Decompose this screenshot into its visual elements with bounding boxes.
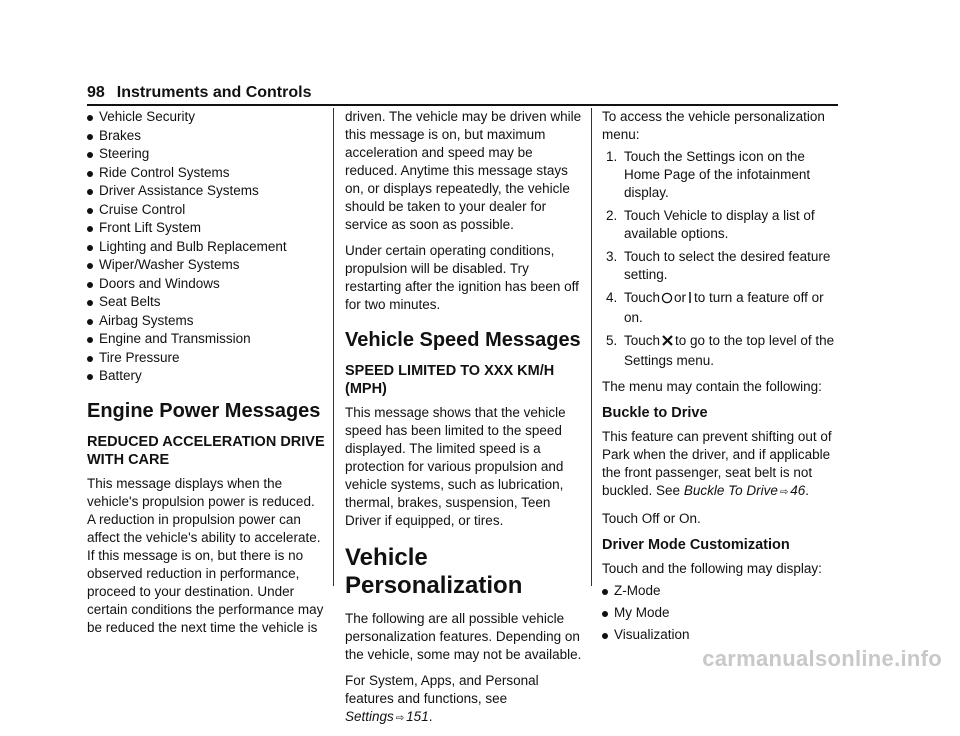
- list-item: Front Lift System: [87, 219, 325, 237]
- step-item: 3. Touch to select the desired feature setting.: [606, 249, 831, 282]
- buckle-page-ref[interactable]: 46: [790, 483, 806, 498]
- list-item: Brakes: [87, 127, 325, 145]
- column-divider: [591, 108, 592, 586]
- vehicle-personalization-title: Vehicle Personalization: [345, 544, 523, 599]
- step-item: 2. Touch Vehicle to display a list of available options.: [606, 208, 815, 241]
- list-item: Tire Pressure: [87, 349, 325, 367]
- driver-mode-list: [602, 582, 842, 644]
- paragraph: Under certain operating conditions, propulsion will be disabled. Try restarting after the ignition has been off for two minutes.: [345, 243, 579, 312]
- steps-list: [602, 148, 842, 370]
- list-item: Steering: [87, 145, 325, 163]
- list-item: Battery: [87, 367, 325, 385]
- step-item: 5. Touch to go to the top level of the Settings menu.: [606, 333, 835, 368]
- list-item: Seat Belts: [87, 293, 325, 311]
- close-x-icon: [661, 334, 674, 352]
- subheading-line-1: REDUCED ACCELERATION DRIVE: [87, 434, 325, 450]
- column-3: [602, 108, 842, 648]
- vehicle-speed-heading: Vehicle Speed Messages: [345, 329, 581, 351]
- driver-mode-intro: Touch and the following may display:: [602, 561, 822, 576]
- page-ref-arrow-icon: ⇨: [779, 487, 789, 498]
- list-item: Wiper/Washer Systems: [87, 256, 325, 274]
- list-item: Cruise Control: [87, 201, 325, 219]
- speed-limited-subheading: SPEED LIMITED TO XXX KM/H (MPH): [345, 363, 555, 397]
- list-item: My Mode: [602, 604, 842, 622]
- list-item: Z-Mode: [602, 582, 842, 600]
- page-header: [87, 80, 838, 106]
- menu-access-intro: To access the vehicle personalization menu:: [602, 109, 825, 142]
- engine-power-heading: Engine Power Messages: [87, 400, 321, 422]
- column-2: [345, 108, 583, 736]
- page-number: 98: [87, 84, 105, 101]
- section-title: Instruments and Controls: [116, 84, 312, 101]
- paragraph: This message shows that the vehicle speed has been limited to the speed displayed. The limited speed is a protection for various propulsion and vehicle systems, such as lubrication, thermal, brakes, suspension, Teen Driver if equipped, or tires.: [345, 405, 566, 528]
- list-item: Lighting and Bulb Replacement: [87, 238, 325, 256]
- driver-mode-heading: Driver Mode Customization: [602, 537, 790, 553]
- menu-contents-text: The menu may contain the following:: [602, 379, 822, 394]
- paragraph: For System, Apps, and Personal features and functions, see Settings ⇨ 151.: [345, 673, 539, 724]
- watermark: carmanualsonline.info: [702, 646, 942, 671]
- buckle-to-drive-link[interactable]: Buckle To Drive: [683, 483, 778, 498]
- subheading-line-2: WITH CARE: [87, 452, 170, 468]
- list-item: Driver Assistance Systems: [87, 182, 325, 200]
- touch-off-on-text: Touch Off or On.: [602, 511, 701, 526]
- system-list: [87, 108, 325, 385]
- list-item: Airbag Systems: [87, 312, 325, 330]
- paragraph: The following are all possible vehicle personalization features. Depending on the vehicle, some may not be available.: [345, 611, 582, 662]
- list-item: Ride Control Systems: [87, 164, 325, 182]
- list-item: Visualization: [602, 626, 842, 644]
- reduced-acceleration-paragraph: This message displays when the vehicle's propulsion power is reduced. A reduction in propulsion power can affect the vehicle's ability to accelerate. If this message is on, but there is no observed reduction in performance, proceed to your destination. Under certain conditions the performance may be reduced the next time the vehicle is: [87, 476, 324, 635]
- reduced-acceleration-subheading: [87, 433, 325, 469]
- column-1: [87, 108, 325, 645]
- list-item: Engine and Transmission: [87, 330, 325, 348]
- paragraph: driven. The vehicle may be driven while this message is on, but maximum acceleration and speed may be reduced. Anytime this message stays on, or displays repeatedly, the vehicle should be taken to your dealer for service as soon as possible.: [345, 109, 582, 232]
- settings-page-ref[interactable]: 151: [406, 709, 429, 724]
- list-item: Vehicle Security: [87, 108, 325, 126]
- step-item: 1. Touch the Settings icon on the Home Page of the infotainment display.: [606, 149, 811, 200]
- buckle-to-drive-paragraph: This feature can prevent shifting out of Park when the driver, and if applicable the front passenger, seat belt is not buckled. See Buckle To Drive ⇨ 46.: [602, 429, 832, 498]
- list-item: Doors and Windows: [87, 275, 325, 293]
- circle-off-icon: [661, 291, 673, 309]
- page-ref-arrow-icon: ⇨: [395, 713, 405, 724]
- bar-on-icon: [687, 291, 693, 309]
- settings-link[interactable]: Settings: [345, 709, 394, 724]
- buckle-to-drive-heading: Buckle to Drive: [602, 405, 708, 421]
- column-divider: [333, 108, 334, 586]
- step-item: 4. Touch or to turn a feature off or on.: [606, 290, 824, 325]
